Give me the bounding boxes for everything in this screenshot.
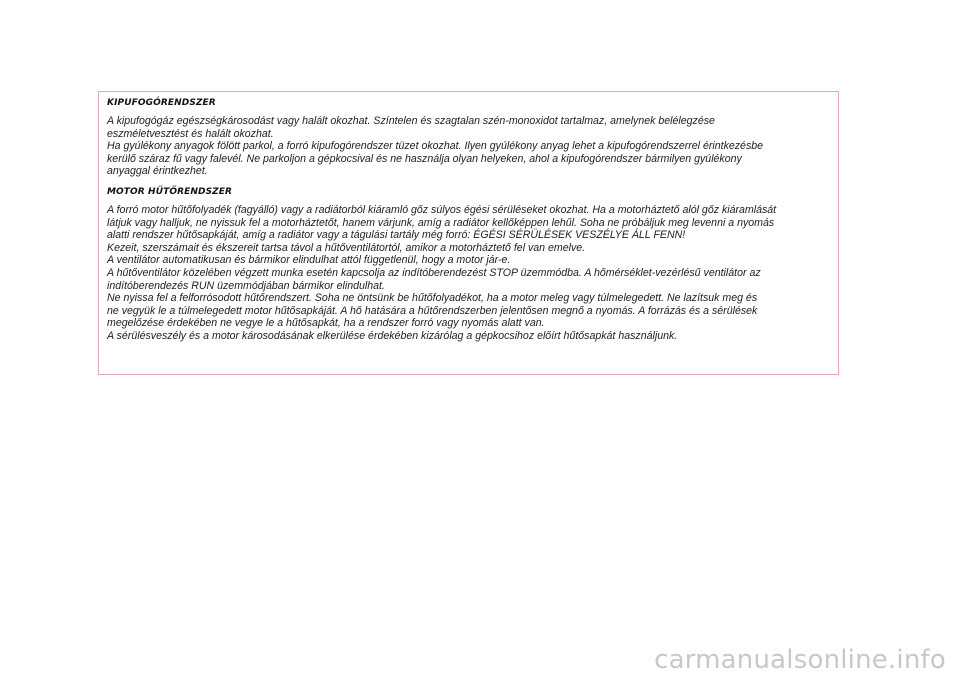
cooling-line: A hűtőventilátor közelében végzett munka esetén kapcsolja az indítóberendezést STOP üzemmódba. A hőmérséklet-vezérlésű ventilátor az xyxy=(107,266,761,279)
warning-box xyxy=(98,91,839,375)
exhaust-text xyxy=(107,115,830,178)
cooling-line: megelőzése érdekében ne vegye le a hűtősapkát, ha a rendszer forró vagy nyomás alatt van. xyxy=(107,317,545,330)
exhaust-line: A kipufogógáz egészségkárosodást vagy halált okozhat. Színtelen és szagtalan szén-monoxidot tartalmaz, amelynek belélegzése xyxy=(107,115,715,127)
cooling-line: Kezeit, szerszámait és ékszereit tartsa távol a hűtőventilátortól, amikor a motorháztető fel van emelve. xyxy=(107,241,586,254)
exhaust-line: eszméletvesztést és halált okozhat. xyxy=(107,127,274,140)
cooling-text xyxy=(107,204,830,343)
cooling-title: MOTOR HŰTŐRENDSZER xyxy=(107,186,233,197)
cooling-line: A ventilátor automatikusan és bármikor elindulhat attól függetlenül, hogy a motor jár-e. xyxy=(107,254,511,267)
exhaust-line: kerülő száraz fű vagy falevél. Ne parkoljon a gépkocsival és ne használja olyan helyeken, ahol a kipufogórendszer bármilyen gyúlékony xyxy=(107,152,742,165)
cooling-line: Ne nyissa fel a felforrósodott hűtőrendszert. Soha ne öntsünk be hűtőfolyadékot, ha a motor meleg vagy túlmelegedett. Ne lazítsuk meg és xyxy=(107,292,758,305)
exhaust-line: Ha gyúlékony anyagok fölött parkol, a forró kipufogórendszer tüzet okozhat. Ilyen gyúlékony anyag lehet a kipufogórendszerrel érintkezésbe xyxy=(107,140,764,153)
cooling-line: alatti rendszer hűtősapkáját, amíg a radiátor vagy a tágulási tartály még forró: ÉGÉSI SÉRÜLÉSEK VESZÉLYE ÁLL FENN! xyxy=(107,229,686,242)
cooling-line: ne vegyük le a túlmelegedett motor hűtősapkáját. A hő hatására a hűtőrendszerben jelentősen megnő a nyomás. A forrázás és a sérülések xyxy=(107,304,758,317)
cooling-line: A forró motor hűtőfolyadék (fagyálló) vagy a radiátorból kiáramló gőz súlyos égési sérüléseket okozhat. Ha a motorháztető alól gőz kiáramlását xyxy=(107,203,777,216)
cooling-line: indítóberendezés RUN üzemmódjában bármikor elindulhat. xyxy=(107,279,385,292)
exhaust-title: KIPUFOGÓRENDSZER xyxy=(107,98,216,108)
watermark-text: carmanualsonline.info xyxy=(654,645,946,675)
cooling-line: A sérülésveszély és a motor károsodásának elkerülése érdekében kizárólag a gépkocsihoz előírt hűtősapkát használjunk. xyxy=(107,329,678,342)
exhaust-line: anyaggal érintkezhet. xyxy=(107,165,208,178)
cooling-line: látjuk vagy halljuk, ne nyissuk fel a motorháztetőt, hanem várjunk, amíg a radiátor kellőképpen lehűl. Soha ne próbáljuk meg levenni a nyomás xyxy=(107,216,775,229)
